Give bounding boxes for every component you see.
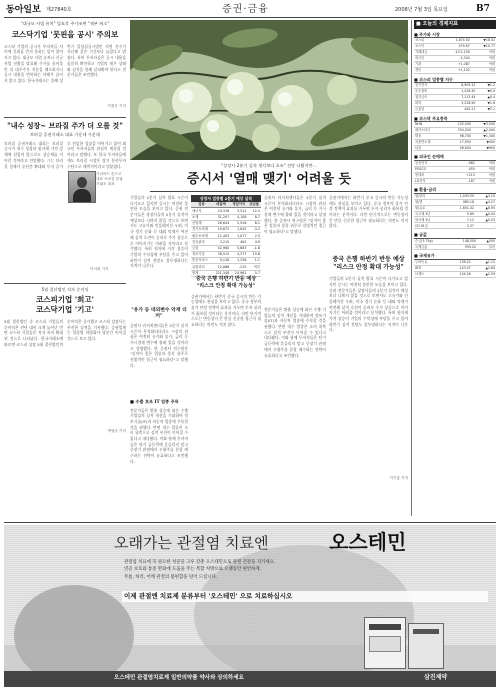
table-cell: -3.2 [247,227,261,233]
table-cell: 148,500 [450,239,477,244]
table-cell: 24,961 [230,270,247,276]
table-cell: 전기전자 [414,83,443,88]
sidebar-section-title: ■ 코스닥 주요종목 [414,116,496,122]
table-cell: ▲3.10 [475,194,496,199]
sidebar-table [414,161,496,185]
table-cell: 달러 [477,244,496,250]
sidebar-section [414,32,496,74]
table-cell: 원/유로 [414,205,446,211]
table-cell: 6,905.12 [443,83,476,88]
bottom-story-body: 5월 결산법인 중 코스피 기업들의 순이익은 전년 대비 크게 늘어난 반면 코스닥 기업들은 적자 폭이 확대된 것으로 나타났다. 한국거래소에 따르면 코스피 상장 5월 결산법인의 순이익은 증가했고 코스닥 상장사는 부진한 실적을 기록했다. 증권업계는 업종별 차별화가 당분간 이어질 것으로 보고 있다. [4,318,126,347]
main-story-body-3-cont: 전문가들은 환율 상승에 따른 수출 기업들의 실적 개선을 기대하며 정보기술(IT)과 자동차 업종에 주목할 것을 권했다. 반면 내수 업종은 소비 위축으로 실적 부진이 이어질 수 있다고 내다봤다. 이와 함께 투자자들은 단기 급등락에 흔들리지 말고 중장기 관점에서 우량주를 분할 매수하는 전략이 유효하다고 조언했다. [264,307,326,358]
table-cell: 5.7 [247,270,261,276]
table-cell: 4,108 [230,214,247,220]
table-cell: ▲0.04 [475,211,496,217]
table-cell: 에너지 [191,208,212,214]
table-cell: 3,228.90 [443,100,476,106]
table-cell: 24,318 [212,208,230,214]
sidebar-section [414,77,496,113]
table-cell: 원/달러 [414,194,446,199]
bottom-story-headline-1: 코스피기업 '희고' [36,294,94,304]
sidebar-section-title: ■ 외국인 순매매 [414,154,496,160]
table-cell: - [475,223,496,229]
table-cell: ▼450 [472,139,496,145]
table-cell: 28,644 [212,220,230,226]
table-cell: 필수소비재 [191,233,212,239]
table-cell: 143.57 [444,265,472,271]
main-story-body-5: 기업들의 2분기 실적 발표 시즌이 다가오고 있지만 증시는 여전히 불안한 모습을 보이고 있다. 증권 전문가들은 상장사들의 2분기 실적이 예상보다 나쁘지 않을 것으로 보면서도 고유가와 인플레이션 우려, 미국 경기 둔화 등 대외 악재가 여전해 실적 호전이 곧바로 주가 상승으로 이어지기는 어려울 것이라고 분석했다. 특히 원자재 가격 상승이 기업의 수익성에 부담을 주고 있어 하반기 실적 전망도 불투명하다는 지적이 나온다. [329,276,408,333]
table-cell: 원/엔 [414,199,446,205]
table-cell: 현대차 [414,172,449,178]
table-cell: 1,418.30 [443,88,476,94]
table-cell: 화학 [414,100,443,106]
story-body: 코스닥 기업의 공시가 투자자들 사이에 신뢰를 얻지 못하는 일이 잦아지고 있다. 대규모 사업 유치나 신규사업 진출을 발표해 주가를 끌어올린 뒤 대주주가 지분을 매도하거나 공시 내용을 번복하는 사례가 끊이지 않고 있다. 한국거래소는 올해 상반기 불성실공시법인 지정 건수가 지난해 같은 기간보다 늘었다고 밝혔다. 특히 투자자들은 공시 내용을 꼼꼼히 확인하고 기업의 재무 상태와 실적을 함께 살펴봐야 한다고 전문가들은 조언했다. [4,43,126,83]
ad-brand-logo: 오스테민 [329,530,407,554]
interview-headline: "내수 성장~ 브라질 주가 더 오를 것" [7,120,123,130]
issue-number: 제27840호 [46,7,72,13]
ad-footer-text: 오스테민 관절염치료제 일반의약품 약사와 상의하세요 [114,675,244,681]
sidebar-table [414,38,496,73]
photo-caption: "상장사 2분기 실적 생각보다 호조" 전망 나왔지만… [221,163,317,168]
main-story-subhead-3: 중국 은행 하반기 반등 예상 [195,276,257,282]
table-cell: 삼성전자 [414,161,449,166]
table-cell: 221,348 [212,270,230,276]
main-story-col-2 [191,258,261,508]
main-story-col-3 [264,195,326,510]
table-cell: -455 [449,166,476,172]
table-cell: 152,000 [445,122,472,127]
table-cell: 9,128 [212,258,230,264]
table-cell: 억원 [471,49,496,55]
table-cell: 985.18 [446,199,475,205]
table-cell: 정보기술 [191,251,212,257]
apple-tree-photo [130,20,408,160]
sidebar-section-title: ■ 금값 [414,232,496,238]
table-cell: ▼1.6 [476,100,496,106]
table-cell: ▲500 [477,239,496,244]
main-story-body-4-cont: 증권가에서는 하반기 중국 증시의 반등 가능성에도 관심을 보이고 있다. 중국 정부의 물가 안정 정책이 효과를 거두면 투자 심리가 회복될 것이라는 분석이다. 다만 단기적으로는 변동성이 큰 만큼 신중한 접근이 필요하다는 의견도 적지 않다. [329,195,408,229]
table-cell: 5.37 [446,223,475,229]
interview-byline: 이서희 기자 [90,267,109,271]
earnings-table-header-cell: 매출액 [212,202,230,208]
table-row [414,67,496,73]
table-cell: POSCO [414,166,449,172]
table-cell: 1,651.42 [446,205,475,211]
table-cell: NHN [414,122,445,127]
table-cell: WTI [414,265,444,271]
table-cell: 2.5 [247,233,261,239]
table-cell: +1,102 [441,67,471,73]
bottom-story-headline-2: 코스닥기업 '기고' [36,304,94,314]
table-cell: 메가스터디 [414,127,445,133]
table-cell: 3,215 [212,239,230,245]
table-cell: 억원 [476,178,496,184]
sidebar-section [414,253,496,277]
table-cell: 순금(3.75g) [414,239,450,244]
table-cell: -187 [449,178,476,184]
main-story-col-4 [329,195,408,510]
table-cell: ▼10.77 [471,44,496,50]
main-story-body-4: 증권가에서는 하반기 중국 증시의 반등 가능성에도 관심을 보이고 있다. 중국 정부의 물가 안정 정책이 효과를 거두면 투자 심리가 회복될 것이라는 분석이다. 다만 단기적으로는 변동성이 큰 만큼 신중한 접근이 필요하다는 의견도 적지 않다. [191,293,261,327]
table-cell: 브렌트 [414,271,444,277]
table-cell: 금융업 [414,106,443,112]
sidebar-section-title: ■ 주가와 시장 [414,32,496,38]
table-cell: 7,112.44 [443,94,476,100]
table-cell: 1,674.92 [441,38,471,43]
table-cell: ▲2.60 [472,265,496,271]
table-cell: 1,077 [230,233,247,239]
table-cell: 12,066 [212,264,230,270]
story-kicker: "대규모 사업 유치" 빌표후 주가조변 "제부 허소" [20,21,110,26]
ad-headline: 오래가는 관절염 치료엔 [114,534,269,552]
sidebar-table [414,83,496,113]
table-cell: ▼0.9 [476,88,496,94]
sidebar-title: ■ 오늘의 경제지표 [414,20,496,29]
ad-footer-bar [4,671,496,687]
table-cell: -982 [449,161,476,166]
table-cell: 17,950 [445,139,472,145]
table-cell: 1,845 [230,227,247,233]
earnings-table-header-cell: 영업이익 [230,202,247,208]
table-cell: 5.89 [446,211,475,217]
main-story-body-1-cont: 증권사 리서치센터들은 2분기 실적 시즌이 본격화되더라도 시장의 관심은 여전히 유가와 물가, 금리 등 거시경제 변수에 쏠려 있을 것이라고 설명했다. 한 증권사 연구원은 "실적이 좋은 업종과 종목 위주로 선별적인 접근이 필요하다"고 말했다. [264,195,326,235]
table-cell: ▲0.03 [475,217,496,223]
table-cell: +213 [449,172,476,178]
table-cell: 억원 [471,67,496,73]
story-byline: 이정은 기자 [107,103,126,108]
table-cell: 579.67 [441,44,471,50]
table-cell: ▲2.59 [472,271,496,277]
table-cell: ▲1.15 [472,260,496,265]
table-cell: 회사채 3년 [414,217,446,223]
main-story-subhead-1: "유가 등 대외변수 악재 더 커" [131,307,187,320]
table-cell: ▼2.1 [476,106,496,112]
table-cell: 경기소비재 [191,227,212,233]
ad-top-rule [4,522,496,523]
table-cell: 다음 [414,145,445,151]
table-cell: 철강금속 [414,94,443,100]
table-cell: 건강관리 [191,239,212,245]
table-cell: 56,600 [445,145,472,151]
table-cell: 억원 [476,172,496,178]
table-cell: -1.8 [247,245,261,251]
table-cell: 445.21 [443,106,476,112]
table-cell: -215 [230,264,247,270]
ad-body-line-1: 관절염 치료에 꼭 필요한 성분을 고루 갖춘 오스테민으로 관절 건강을 지키세요. [124,560,276,565]
table-cell: 8.7 [247,214,261,220]
page-number: B7 [476,4,490,14]
main-story-col-1 [130,195,188,510]
table-cell: ▼3,500 [472,122,496,127]
table-row [414,178,496,184]
table-cell: ▼18.52 [471,38,496,43]
table-cell: 402 [230,239,247,245]
newspaper-logo: 동아일보 [6,5,41,15]
table-cell: 144.26 [444,271,472,277]
sidebar-section [414,154,496,184]
osteomin-advertisement [4,525,496,687]
table-cell: 합계 [191,270,212,276]
table-cell: ▲4.27 [475,199,496,205]
table-row [414,223,496,229]
table-cell: 유틸리티 [191,264,212,270]
earnings-table-header-cell: 업종 [191,202,212,208]
product-bottle-icon [408,623,444,669]
economic-indicators-sidebar [414,20,496,516]
table-cell: 운수장비 [414,88,443,94]
table-cell: 4,377 [230,251,247,257]
story-headline: 코스닥기업 '뭇핀을 공시' 주의보 [11,29,119,39]
table-cell: 적전 [247,264,261,270]
sidebar-table [414,122,496,152]
main-story-body-3: 전문가들은 환율 상승에 따른 수출 기업들의 실적 개선을 기대하며 정보기술(IT)과 자동차 업종에 주목할 것을 권했다. 반면 내수 업종은 소비 위축으로 실적 부진이 이어질 수 있다고 내다봤다. 이와 함께 투자자들은 단기 급등락에 흔들리지 말고 중장기 관점에서 우량주를 분할 매수하는 전략이 유효하다고 조언했다. [130,407,188,464]
table-row [414,106,496,112]
bottom-story-kicker: 5월 결산법인 적자 순이익 [41,287,89,292]
table-cell: 1,045.50 [446,194,475,199]
sidebar-section [414,187,496,229]
table-cell: 5,683 [230,245,247,251]
table-cell: ▼1,300 [472,133,496,139]
table-cell: 개인 [414,67,441,73]
sidebar-table [414,194,496,229]
table-cell: LG전자 [414,178,449,184]
table-cell: 코스피 [414,38,441,43]
table-cell: 15.6 [247,251,261,257]
table-cell: 산업재 [191,220,212,226]
main-story-body-1: 기업들의 2분기 실적 발표 시즌이 다가오고 있지만 증시는 여전히 불안한 모습을 보이고 있다. 증권 전문가들은 상장사들의 2분기 실적이 예상보다 나쁘지 않을 것으로 보면서도 고유가와 인플레이션 우려, 미국 경기 둔화 등 대외 악재가 여전해 실적 호전이 곧바로 주가 상승으로 이어지기는 어려울 것이라고 분석했다. 특히 원자재 가격 상승이 기업의 수익성에 부담을 주고 있어 하반기 실적 전망도 불투명하다는 지적이 나온다. [130,195,188,269]
table-cell: 두바이유 [414,260,444,265]
ad-body [124,559,484,581]
table-cell: ▲2,000 [472,127,496,133]
table-cell: ▼900 [472,145,496,151]
table-cell: 서울반도체 [414,139,445,145]
sidebar-sections [414,32,496,278]
table-cell: 억원 [476,161,496,166]
interview-kicker: 브라질 증권거래소 대표 가운데 가운데 [29,132,101,138]
table-cell: 38,515 [212,251,230,257]
table-cell: 4.9 [247,239,261,245]
product-box-icon [364,617,406,669]
table-cell: 4조2,150 [441,49,471,55]
table-cell: 334,500 [445,127,472,133]
ad-body-line-3: 무릎, 허리, 어깨 관절의 불편함을 덜어 드립니다. [124,574,218,580]
main-story-body-2: 증권사 리서치센터들은 2분기 실적 시즌이 본격화되더라도 시장의 관심은 여전히 유가와 물가, 금리 등 거시경제 변수에 쏠려 있을 것이라고 설명했다. 한 증권사 연구원은 "실적이 좋은 업종과 종목 위주로 선별적인 접근이 필요하다"고 말했다. [130,322,188,368]
table-cell: CD 91일 [414,223,446,229]
earnings-table-header-cell: 증감률 [249,202,259,207]
table-cell: +1,087 [441,61,471,67]
table-cell: 금융 [191,245,212,251]
sidebar-section [414,116,496,152]
main-story-subhead-4b: "리스크 안정 확대 가능성" [333,264,404,272]
table-cell: 국고채 3년 [414,211,446,217]
masthead-rule [4,17,496,18]
table-cell: ▼1.2 [476,83,496,88]
bottom-left-story [4,283,126,527]
sidebar-divider [411,20,412,516]
table-cell: 31,207 [212,214,230,220]
table-cell: 소재 [191,214,212,220]
bottom-story-byline: 박형준 기자 [107,428,126,433]
sidebar-section-title: ■ 환율·금리 [414,187,496,193]
table-cell: ▲0.4 [476,94,496,100]
table-cell: 136.22 [444,260,472,265]
table-cell: 935.20 [450,244,477,250]
table-cell: 1,256 [230,258,247,264]
table-cell: 외국인 [414,55,441,61]
table-cell: 거래대금 [414,49,441,55]
table-cell: 7.12 [446,217,475,223]
table-cell: ▲6.95 [475,205,496,211]
table-cell: 억원 [471,55,496,61]
main-headline-rule [150,191,388,192]
table-cell: 12.4 [247,208,261,214]
table-cell: 6.1 [247,220,261,226]
table-cell: 국제금값 [414,244,450,250]
ad-body-line-2: 연골 보호와 통증 완화에 도움을 주는 복합 처방으로 오랫동안 편안하게. [124,567,261,573]
table-cell: 코스닥 [414,44,441,50]
main-story-subhead-2: ■ 수출 호조 IT 업종 주목 [130,398,179,404]
table-cell: 통신서비스 [191,258,212,264]
interview-body: 브라질 증권거래소 대표는 브라질 증시가 내수 성장과 원자재 가격 강세에 힘입어 앞으로도 상승세를 이어갈 것이라고 전망했다. 그는 브라질 경제가 중산층 확대와 투자 증가로 견실한 성장을 이어가고 있어 외국인 투자자들의 관심이 계속될 것이라고 말했다. 또 한국 투자자들에게도 브라질 시장은 장기 분산투자 수단으로 매력적이라고 덧붙였다. [4,140,126,169]
section-title: 증권·금융 [222,4,269,15]
table-cell: 1.1 [247,258,261,264]
earnings-table-title: 상장사 업종별 2분기 예상 실적 [191,195,261,202]
profile-photo [68,171,96,203]
table-cell: 기관 [414,61,441,67]
table-cell: 98,700 [445,133,472,139]
sidebar-section [414,232,496,250]
table-row [414,271,496,277]
main-story-byline: 이기홍 기자 [389,476,408,481]
main-headline: 증시서 '열매 맺기' 어려울 듯 [186,172,352,187]
sidebar-section-title: ■ 코스피 업종별 지수 [414,77,496,83]
table-cell: 억원 [476,166,496,172]
table-row [414,145,496,151]
table-cell: -2,344 [441,55,471,61]
table-cell: 태웅 [414,133,445,139]
sidebar-section-title: ■ 국제유가 [414,253,496,259]
table-cell: 11,403 [212,233,230,239]
profile-caption: 가리야드 킨드르 대표 브라질 증권거래소 대표 [96,172,123,186]
main-story-subhead-3b: "리스크 안정 확대 가능성" [196,282,256,289]
sidebar-table [414,239,496,251]
main-story-subhead-4: 중국 은행 하반기 반등 예상 [332,256,405,263]
apple-tree-illustration [130,20,408,160]
table-cell: 3,512 [230,208,247,214]
table-cell: 2,916 [230,220,247,226]
ad-maker-name: 삼진제약 [424,674,448,681]
issue-date: 2008년 7월 3일 목요일 [395,7,448,13]
ad-call-to-action: 이제 관절엔 치료제 분류부터 '오스테민' 으로 치료하십시오 [122,591,488,602]
table-cell: 억원 [471,61,496,67]
table-row [414,244,496,250]
table-cell: 42,980 [212,245,230,251]
table-cell: 19,872 [212,227,230,233]
sidebar-table [414,260,496,278]
